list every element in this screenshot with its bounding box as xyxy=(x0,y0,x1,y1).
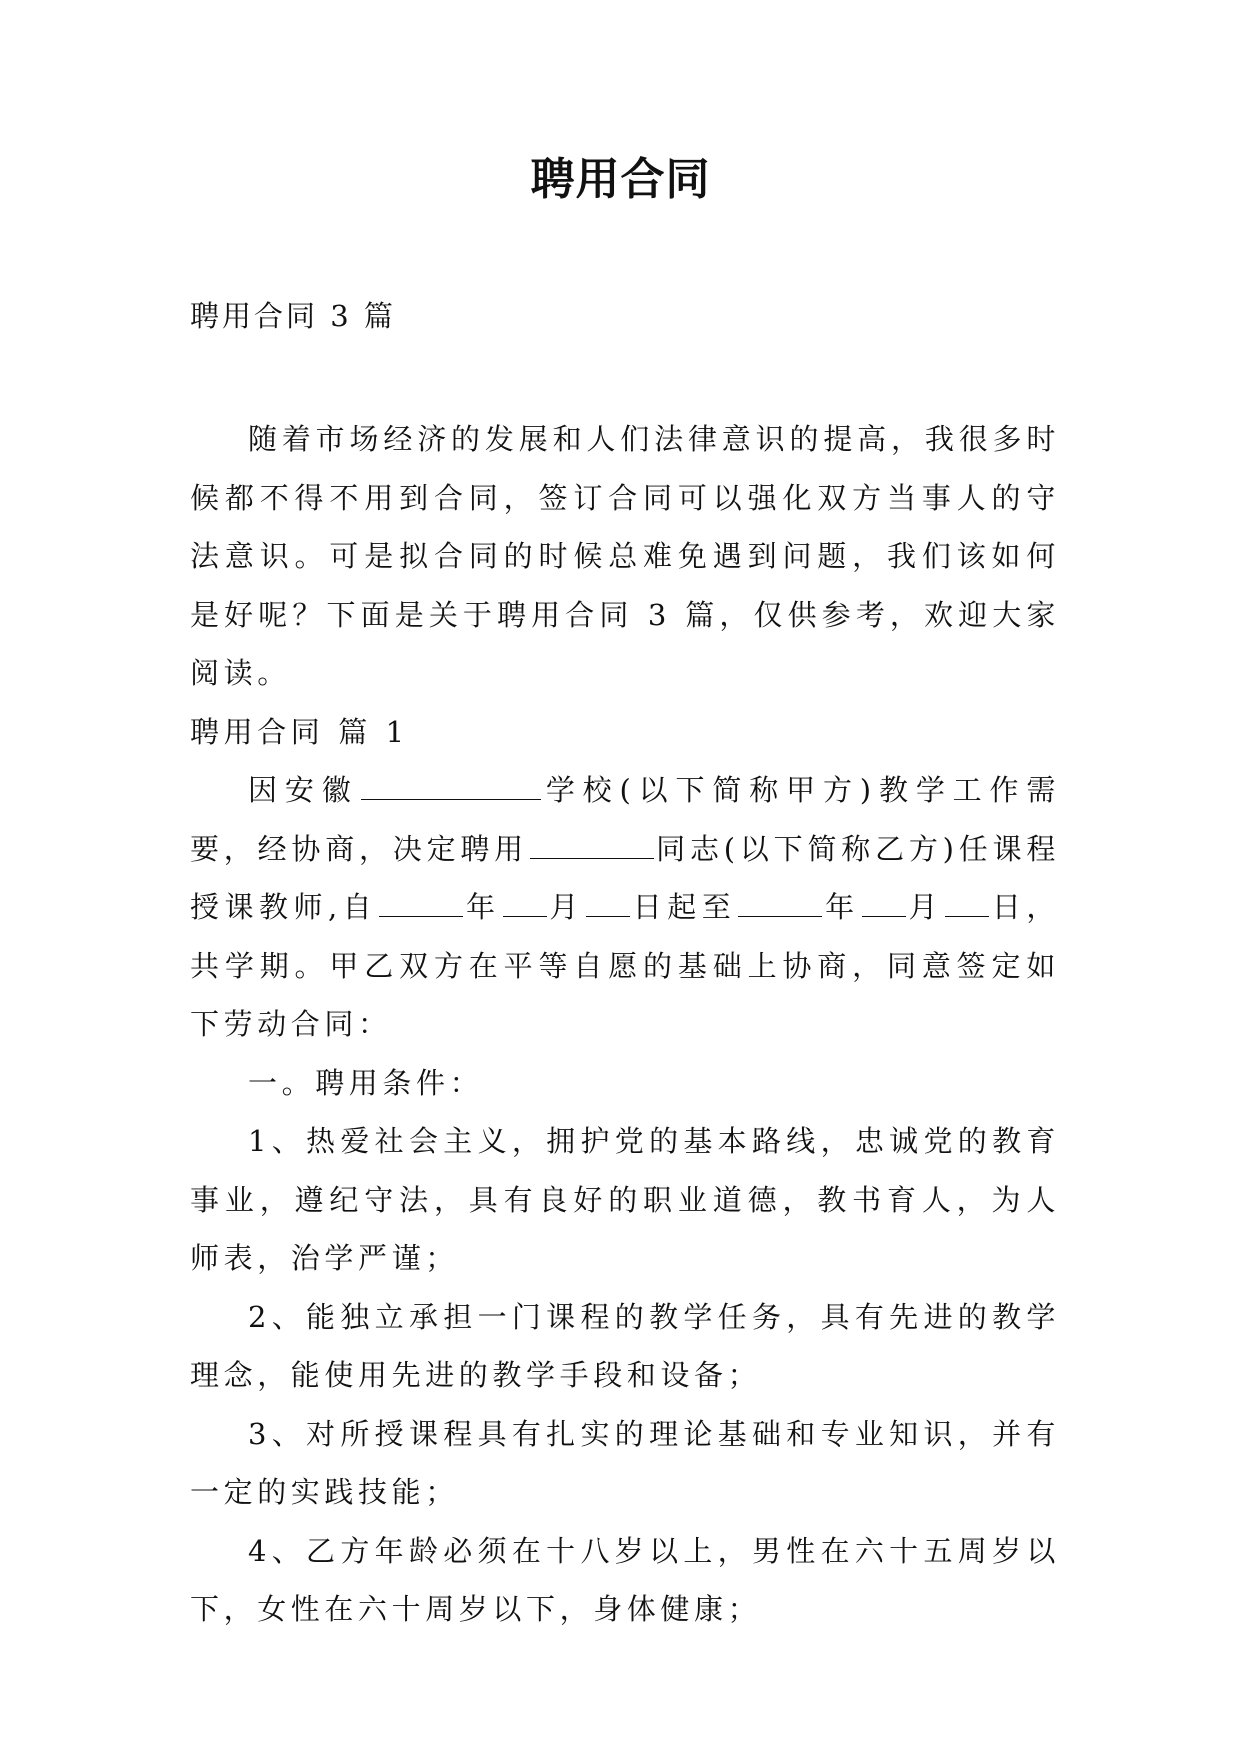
document-body xyxy=(190,410,1060,1639)
clause-item: 4、乙方年龄必须在十八岁以上，男性在六十五周岁以下，女性在六十周岁以下，身体健康； xyxy=(190,1533,1060,1626)
clause-item: 3、对所授课程具有扎实的理论基础和专业知识，并有一定的实践技能； xyxy=(190,1416,1060,1509)
document-title: 聘用合同 xyxy=(530,154,711,205)
start-day-blank[interactable] xyxy=(586,886,630,917)
year-label-2: 年 xyxy=(824,890,860,924)
contract-text-2: 学校(以下简称甲方)教学工作需要，经协商，决定聘用 xyxy=(190,773,1060,866)
year-label-1: 年 xyxy=(465,890,501,924)
employee-name-blank[interactable] xyxy=(530,828,654,859)
day-label-end: 日，共学期。甲乙双方在平等自愿的基础上协商，同意签定如下劳动合同： xyxy=(190,890,1060,1041)
clause-item: 2、能独立承担一门课程的教学任务，具有先进的教学理念，能使用先进的教学手段和设备； xyxy=(190,1299,1060,1392)
intro-paragraph: 随着市场经济的发展和人们法律意识的提高，我很多时候都不得不用到合同，签订合同可以强化双方当事人的守法意识。可是拟合同的时候总难免遇到问题，我们该如何是好呢？下面是关于聘用合同 3 篇，仅供参考，欢迎大家阅读。 xyxy=(190,422,1060,690)
contract-text-3: 同志(以下简称乙方)任课程授课教师,自 xyxy=(190,831,1060,924)
contract-intro-paragraph xyxy=(190,761,1060,1054)
contract-text-1: 因安徽 xyxy=(248,773,359,807)
end-day-blank[interactable] xyxy=(945,886,989,917)
month-label-1: 月 xyxy=(548,890,584,924)
end-month-blank[interactable] xyxy=(862,886,906,917)
month-label-2: 月 xyxy=(907,890,943,924)
clause-item: 1、热爱社会主义，拥护党的基本路线，忠诚党的教育事业，遵纪守法，具有良好的职业道德，教书育人，为人师表，治学严谨； xyxy=(190,1124,1060,1275)
school-name-blank[interactable] xyxy=(361,769,541,800)
end-year-blank[interactable] xyxy=(738,886,822,917)
section-heading: 聘用合同 篇 1 xyxy=(190,714,409,749)
document-subtitle: 聘用合同 3 篇 xyxy=(190,299,396,333)
day-label-start: 日起至 xyxy=(631,890,737,924)
start-month-blank[interactable] xyxy=(503,886,547,917)
start-year-blank[interactable] xyxy=(379,886,463,917)
clause-heading: 一。聘用条件： xyxy=(248,1065,484,1100)
